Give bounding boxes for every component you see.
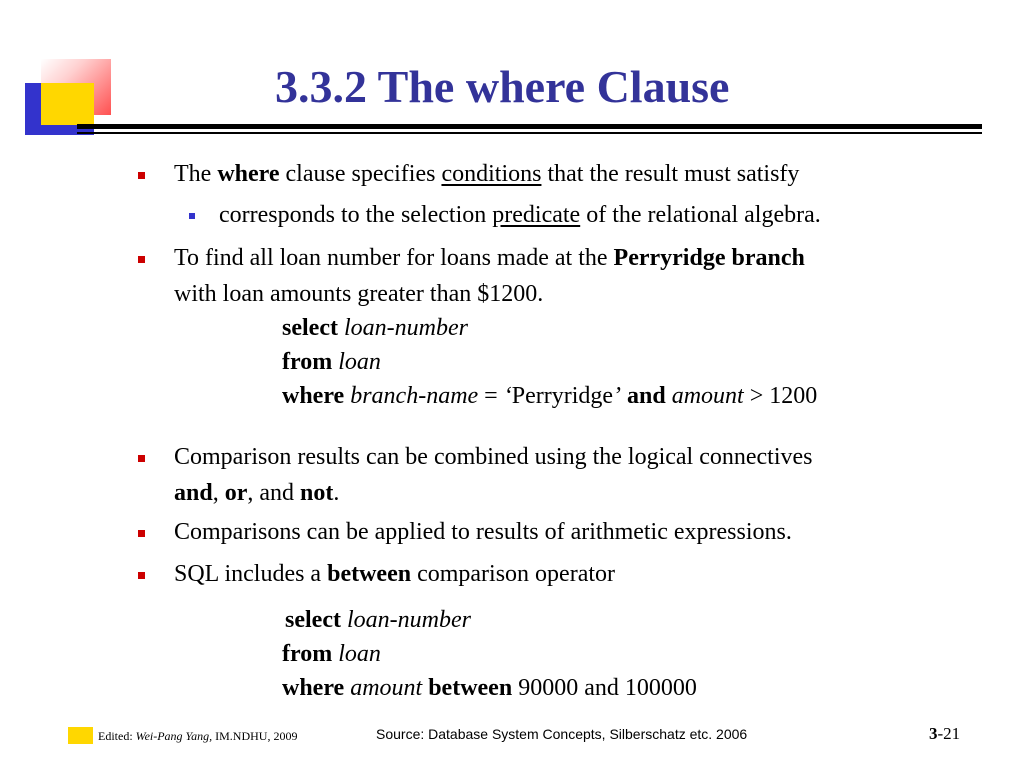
sql-identifier: loan bbox=[338, 641, 381, 667]
text: IM.NDHU, 2009 bbox=[212, 729, 298, 743]
text: = bbox=[478, 383, 504, 409]
sub-bullet-marker bbox=[189, 213, 195, 219]
sql-keyword: where bbox=[282, 383, 345, 409]
text: of the relational algebra. bbox=[580, 202, 821, 228]
quote: ’ bbox=[613, 383, 622, 409]
sql-identifier: loan bbox=[338, 349, 381, 375]
keyword: Perryridge branch bbox=[613, 245, 805, 271]
keyword: where bbox=[217, 161, 280, 187]
text: clause specifies bbox=[279, 161, 442, 187]
bullet-marker bbox=[138, 530, 145, 537]
text: , bbox=[212, 480, 225, 506]
keyword: between bbox=[327, 561, 412, 587]
text: corresponds to the selection bbox=[219, 202, 493, 228]
query1-where bbox=[282, 384, 817, 408]
sql-identifier: loan-number bbox=[343, 315, 468, 341]
query2-where bbox=[282, 676, 697, 700]
bullet-between bbox=[174, 562, 615, 586]
title-rule-thin bbox=[77, 132, 982, 134]
sql-keyword: from bbox=[282, 641, 333, 667]
bullet-example-line2: with loan amounts greater than $1200. bbox=[174, 281, 544, 307]
bullet-example-line1 bbox=[174, 246, 805, 270]
text: > 1200 bbox=[743, 383, 818, 409]
footer-credit bbox=[98, 729, 297, 744]
sql-keyword: from bbox=[282, 349, 333, 375]
chapter-number: 3 bbox=[929, 724, 938, 743]
sql-identifier: amount bbox=[671, 383, 744, 409]
text: comparison operator bbox=[411, 561, 616, 587]
text: . bbox=[333, 480, 340, 506]
text: The bbox=[174, 161, 218, 187]
bullet-marker bbox=[138, 455, 145, 462]
bullet-comparison-line1: Comparison results can be combined using the logical connectives bbox=[174, 444, 813, 470]
author-name: Wei-Pang Yang, bbox=[135, 729, 213, 743]
text: that the result must satisfy bbox=[541, 161, 800, 187]
sql-identifier: branch-name bbox=[350, 383, 479, 409]
sql-keyword: select bbox=[285, 607, 341, 633]
text: Edited: bbox=[98, 729, 136, 743]
sql-keyword: and bbox=[627, 383, 666, 409]
footer-source: Source: Database System Concepts, Silberschatz etc. 2006 bbox=[376, 726, 748, 742]
bullet-marker bbox=[138, 172, 145, 179]
footer-logo-square bbox=[68, 727, 93, 744]
sql-keyword: where bbox=[282, 675, 345, 701]
slide-title: 3.3.2 The where Clause bbox=[275, 61, 730, 112]
bullet-comparison-line2 bbox=[174, 481, 339, 505]
title-rule-thick bbox=[77, 124, 982, 129]
logo-square-yellow bbox=[41, 83, 94, 125]
text: SQL includes a bbox=[174, 561, 328, 587]
text: 90000 and 100000 bbox=[518, 675, 697, 701]
underlined-term: predicate bbox=[492, 202, 581, 228]
sql-keyword: select bbox=[282, 315, 338, 341]
bullet-arithmetic: Comparisons can be applied to results of arithmetic expressions. bbox=[174, 519, 792, 545]
query2-select bbox=[285, 608, 471, 632]
text: To find all loan number for loans made at the bbox=[174, 245, 614, 271]
bullet-marker bbox=[138, 256, 145, 263]
slide-number: -21 bbox=[937, 724, 961, 743]
page-number bbox=[929, 724, 960, 744]
bullet-where-clause bbox=[174, 162, 799, 186]
sub-bullet-predicate bbox=[219, 203, 821, 227]
sql-identifier: amount bbox=[350, 675, 423, 701]
string-literal: Perryridge bbox=[511, 383, 614, 409]
underlined-term: conditions bbox=[441, 161, 542, 187]
query1-select bbox=[282, 316, 468, 340]
keyword: or bbox=[224, 480, 248, 506]
text: , and bbox=[247, 480, 301, 506]
keyword: and bbox=[174, 480, 213, 506]
keyword: not bbox=[300, 480, 334, 506]
sql-keyword: between bbox=[428, 675, 513, 701]
sql-identifier: loan-number bbox=[346, 607, 471, 633]
quote: ‘ bbox=[503, 383, 512, 409]
query1-from bbox=[282, 350, 381, 374]
query2-from bbox=[282, 642, 381, 666]
bullet-marker bbox=[138, 572, 145, 579]
